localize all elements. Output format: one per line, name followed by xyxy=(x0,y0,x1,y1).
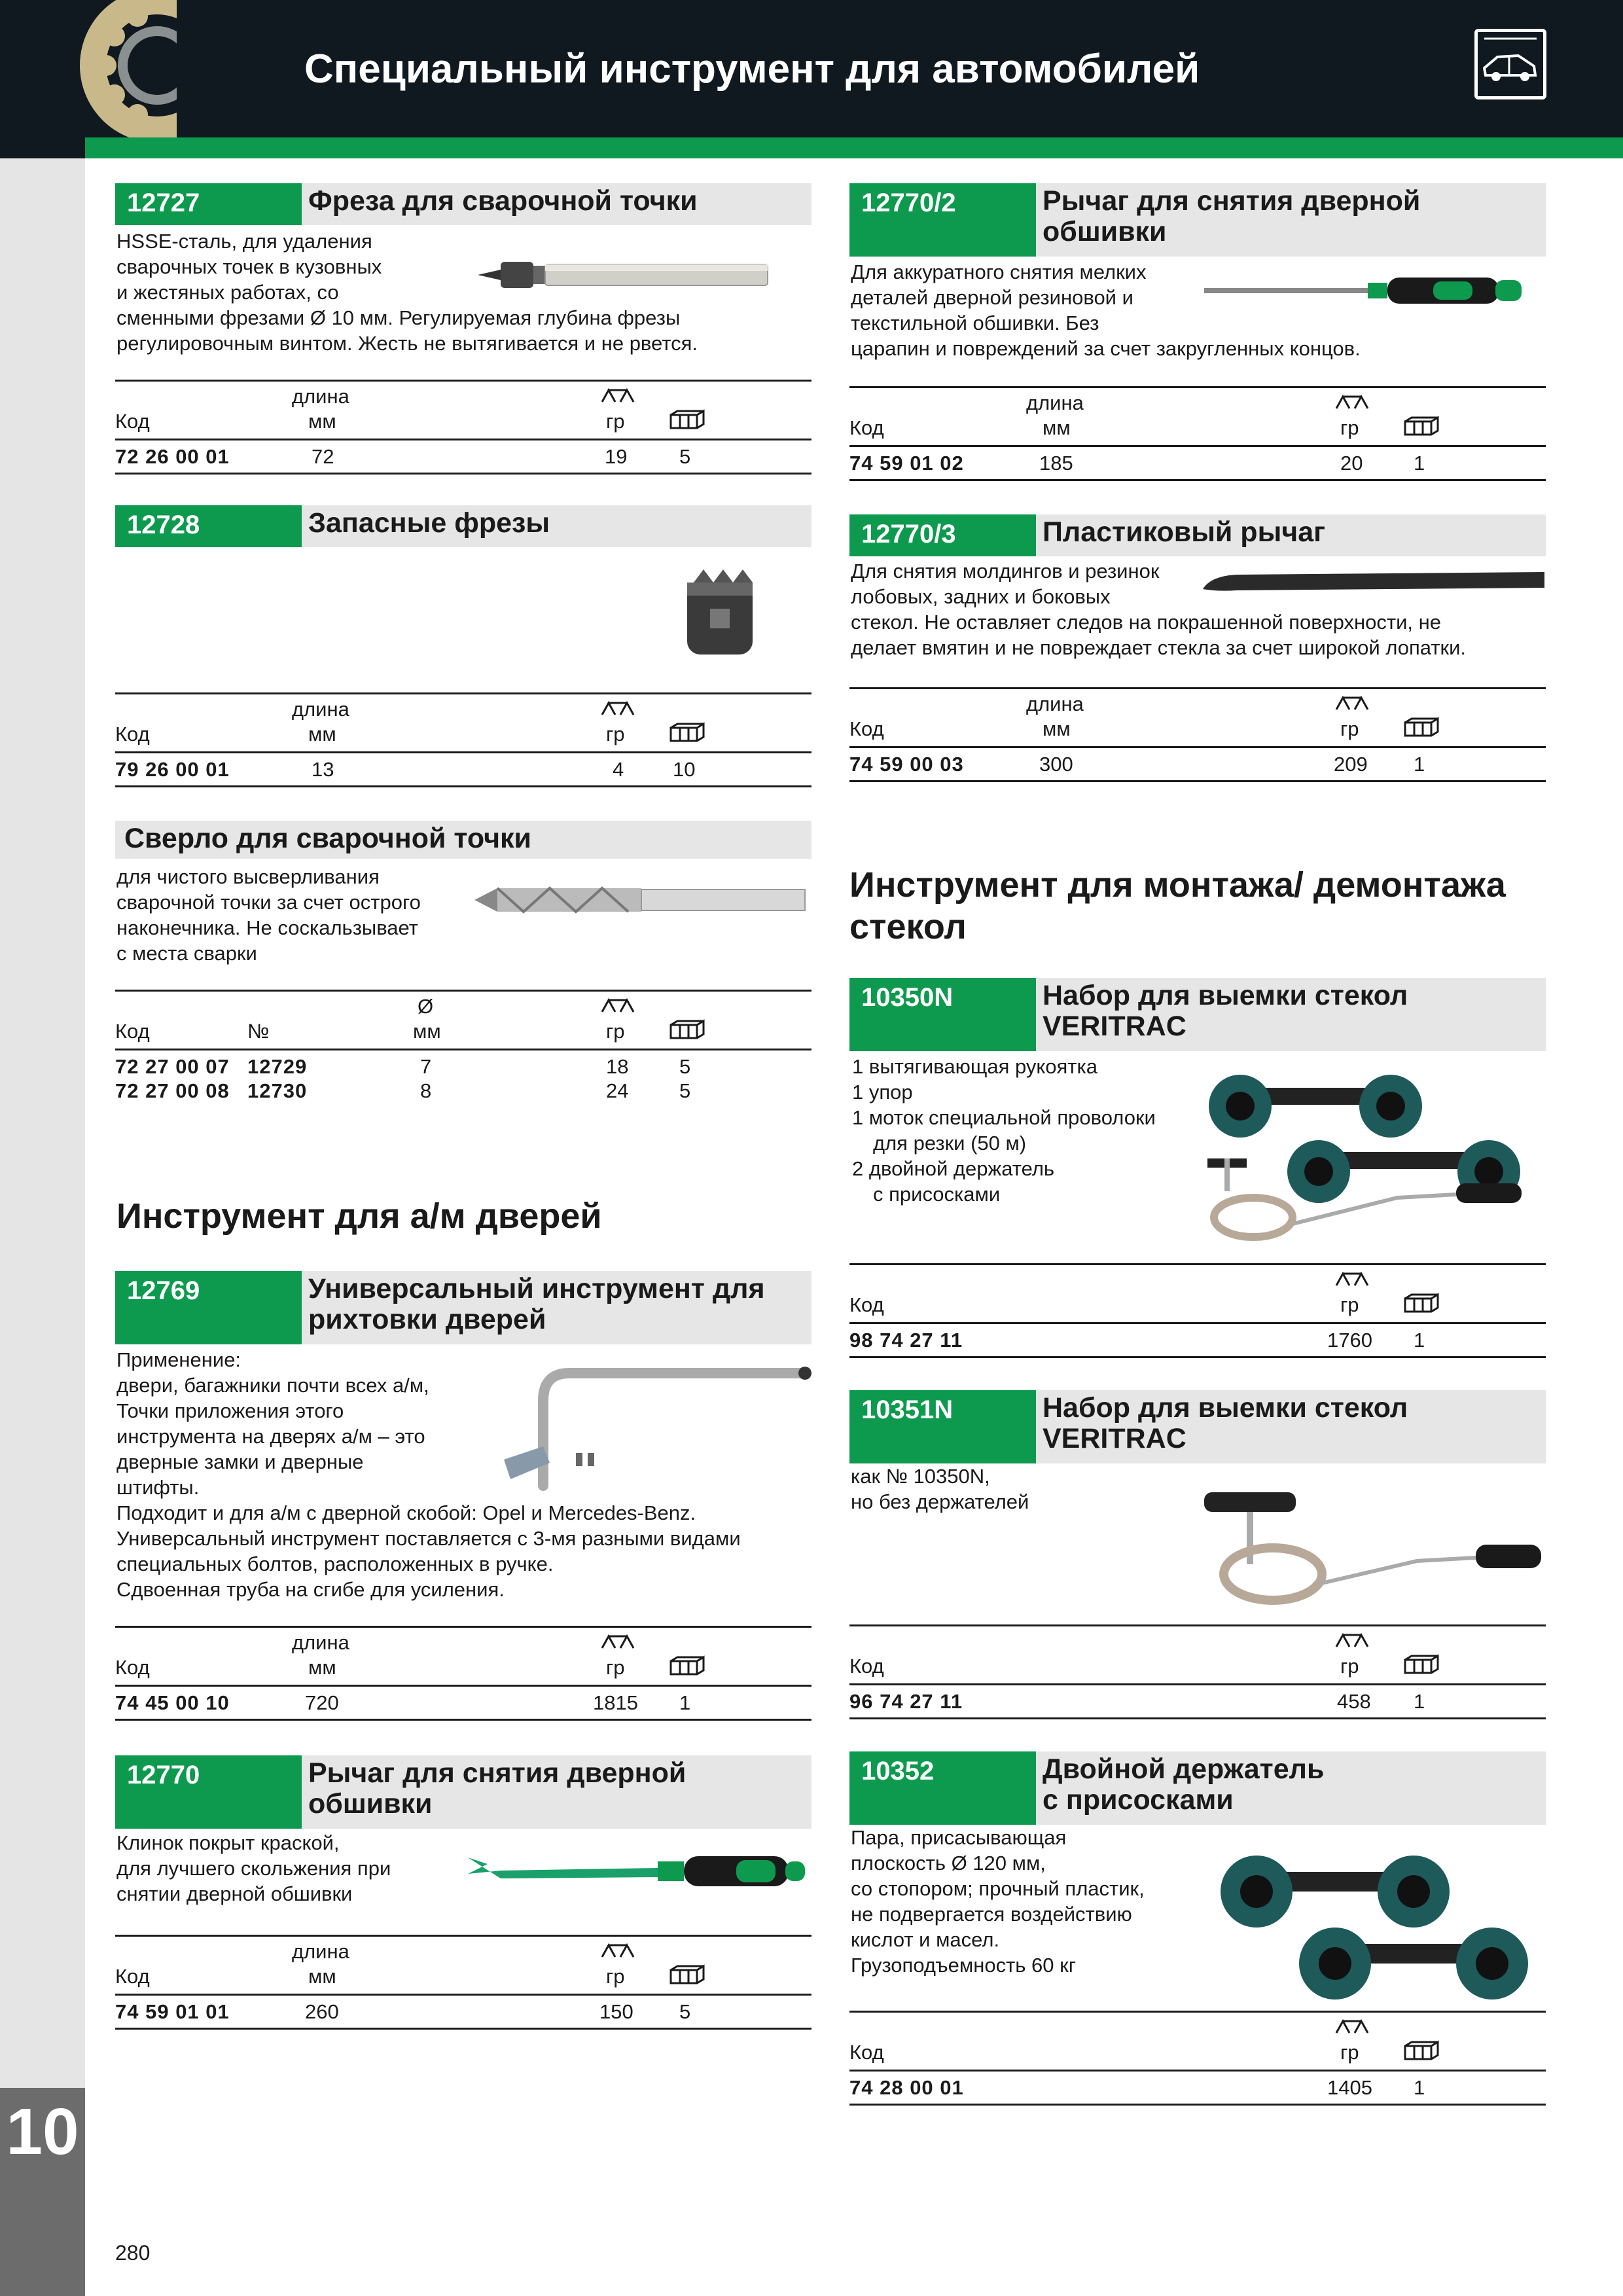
spec-table-10350N: Код гр 98 74 27 11 1760 1 xyxy=(849,1263,1546,1358)
product-code: 12769 xyxy=(115,1271,302,1344)
scale-icon xyxy=(1334,1270,1370,1293)
product-code: 10352 xyxy=(849,1751,1036,1825)
spot-weld-cutter-photo xyxy=(471,242,779,311)
product-description-10351N: как № 10350N, но без держателей xyxy=(851,1465,1029,1513)
scale-icon xyxy=(1334,1631,1370,1655)
product-name: Универсальный инструмент для рихтовки дверей xyxy=(308,1273,765,1335)
product-bar-12769 xyxy=(115,1271,812,1344)
box-icon xyxy=(1402,716,1440,744)
product-name: Набор для выемки стекол VERITRAC xyxy=(1043,1392,1408,1454)
product-name: Рычаг для снятия дверной обшивки xyxy=(1043,185,1421,247)
product-bar-10352 xyxy=(849,1751,1546,1825)
product-description-10352: Пара, присасывающая плоскость Ø 120 мм, со стопором; прочный пластик, не подвергается воздействию кислот и масел. Грузоподъемность 60 кг xyxy=(851,1826,1145,1977)
product-description-drill: для чистого высверливания сварочной точки за счет острого наконечника. Не соскальзывает с места сварки xyxy=(116,865,421,965)
product-code: 12770/2 xyxy=(849,183,1036,257)
scale-icon xyxy=(599,699,636,723)
product-name: Набор для выемки стекол VERITRAC xyxy=(1043,980,1408,1042)
spec-table-12770-2: длина Код мм гр 74 59 01 02 185 20 1 xyxy=(849,386,1546,481)
product-bar-12728 xyxy=(115,505,812,547)
small-trim-lever-photo xyxy=(1198,268,1544,317)
section-title-glass: Инструмент для монтажа/ демонтажа стекол xyxy=(849,865,1506,946)
gear-logo-icon xyxy=(79,0,177,137)
product-code: 12727 xyxy=(115,183,302,225)
product-description-10350N: 1 вытягивающая рукоятка 1 упор 1 моток специальной проволоки для резки (50 м) 2 двойной держатель с присосками xyxy=(852,1055,1156,1206)
product-description-12770-2: Для аккуратного снятия мелких деталей дверной резиновой и текстильной обшивки. Без царапин и повреждений за счет закругленных концов. xyxy=(851,260,1361,360)
scale-icon xyxy=(1334,2017,1370,2041)
box-icon xyxy=(668,1655,706,1682)
product-bar-10350N xyxy=(849,978,1546,1051)
product-name: Рычаг для снятия дверной обшивки xyxy=(308,1757,687,1820)
section-title-doors: Инструмент для а/м дверей xyxy=(116,1196,602,1236)
product-description-12770-3: Для снятия молдингов и резинок лобовых, задних и боковых стекол. Не оставляет следов на покрашенной поверхности, не делает вмятин и не повреждает стекла за счет широкой лопатки. xyxy=(851,560,1467,659)
product-code: 12728 xyxy=(115,505,302,547)
product-bar-12770 xyxy=(115,1755,812,1829)
plastic-lever-photo xyxy=(1198,563,1551,605)
product-bar-12770-2 xyxy=(849,183,1546,257)
box-icon xyxy=(668,1018,706,1046)
page-title: Специальный инструмент для автомобилей xyxy=(304,46,1200,92)
door-alignment-tool-photo xyxy=(478,1355,818,1502)
box-icon xyxy=(1402,1292,1440,1319)
weld-drill-photo xyxy=(471,874,812,929)
glass-removal-set-photo xyxy=(1201,1060,1528,1253)
scale-icon xyxy=(599,1632,636,1656)
car-door-icon xyxy=(1474,29,1546,99)
scale-icon xyxy=(599,1941,636,1965)
header-stripe xyxy=(85,137,1623,158)
spec-table-12770: длина Код мм гр 74 59 01 01 260 150 5 xyxy=(115,1935,812,2030)
product-description-12727: HSSE-сталь, для удаления сварочных точек в кузовных и жестяных работах, со сменными фрезами Ø 10 мм. Регулируемая глубина фрезы регулировочным винтом. Жесть не вытягивается и не рвется. xyxy=(116,230,698,355)
product-name: Двойной держатель с присосками xyxy=(1043,1753,1325,1816)
spec-table-12727: длина Код мм гр 72 26 00 01 72 19 5 xyxy=(115,380,812,475)
spec-table-12728: длина Код мм гр 79 26 00 01 13 4 10 xyxy=(115,692,812,787)
product-code: 12770/3 xyxy=(849,514,1036,556)
sidebar xyxy=(0,0,85,2296)
double-suction-holder-photo xyxy=(1204,1833,1531,2013)
chapter-number: 10 xyxy=(6,2095,79,2168)
product-name: Фреза для сварочной точки xyxy=(308,185,698,217)
scale-icon xyxy=(1334,393,1370,416)
box-icon xyxy=(668,1964,706,1991)
product-bar-drill xyxy=(115,821,812,859)
product-name: Запасные фрезы xyxy=(308,507,550,539)
box-icon xyxy=(1402,1653,1440,1681)
product-bar-12727 xyxy=(115,183,812,225)
page-number: 280 xyxy=(115,2241,151,2265)
scale-icon xyxy=(599,386,636,410)
product-name: Сверло для сварочной точки xyxy=(124,823,531,854)
spare-cutter-photo xyxy=(681,569,759,671)
box-icon xyxy=(1402,2039,1440,2067)
box-icon xyxy=(668,721,706,749)
product-name: Пластиковый рычаг xyxy=(1043,516,1326,548)
product-bar-10351N xyxy=(849,1390,1546,1463)
spec-table-10351N: Код гр 96 74 27 11 458 1 xyxy=(849,1624,1546,1719)
product-code: 12770 xyxy=(115,1755,302,1829)
box-icon xyxy=(668,408,706,436)
product-description-12770: Клинок покрыт краской, для лучшего скольжения при снятии дверной обшивки xyxy=(116,1831,391,1905)
product-code: 10351N xyxy=(849,1390,1036,1463)
spec-table-12770-3: длина Код мм гр 74 59 00 03 300 209 1 xyxy=(849,687,1546,782)
product-code: 10350N xyxy=(849,978,1036,1051)
product-description-12769: Применение: двери, багажники почти всех а/м, Точки приложения этого инструмента на дверях а/м – это дверные замки и дверные штифты. Подходит и для а/м с дверной скобой: Opel и Mercedes-Benz. Универсальный инструмент поставляется с 3-мя разными видами специальных болтов, расположенных в ручке. Сдвоенная труба на сгибе для усиления. xyxy=(116,1348,741,1601)
spec-table-12769: длина Код мм гр 74 45 00 10 720 1815 1 xyxy=(115,1626,812,1721)
product-bar-12770-3 xyxy=(849,514,1546,556)
spec-table-10352: Код гр 74 28 00 01 1405 1 xyxy=(849,2011,1546,2106)
glass-removal-set-no-holders-photo xyxy=(1201,1486,1548,1613)
scale-icon xyxy=(1334,694,1370,717)
spec-table-drill: Ø Код № мм гр 72 27 00 07 12729 7 18 5 72 27 00 08 12730 8 24 5 xyxy=(115,990,812,1107)
box-icon xyxy=(1402,415,1440,442)
trim-removal-lever-photo xyxy=(461,1838,815,1907)
scale-icon xyxy=(599,996,636,1020)
